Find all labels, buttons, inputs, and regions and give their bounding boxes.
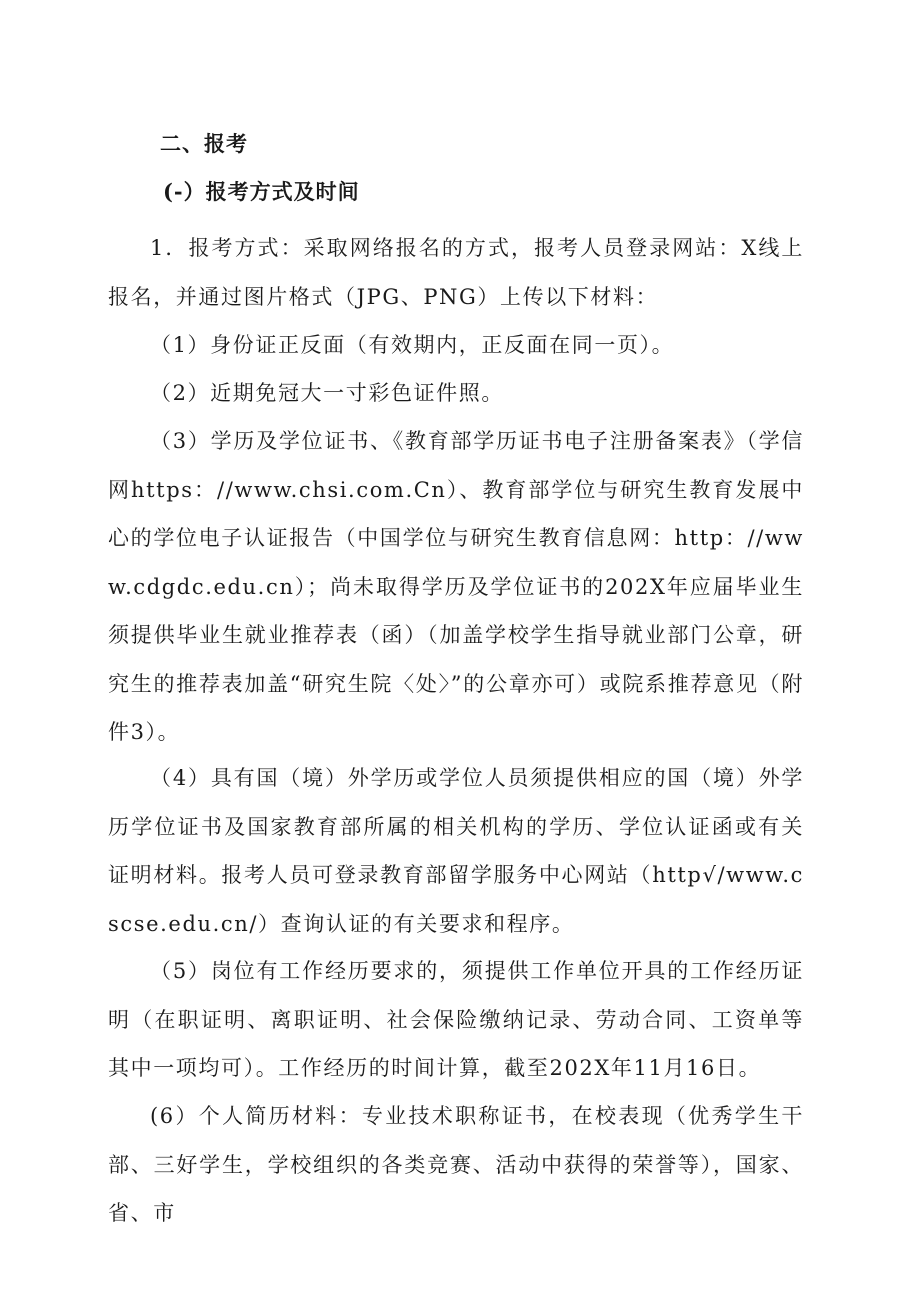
paragraph-item-3: （3）学历及学位证书、《教育部学历证书电子注册备案表》（学信网https：//www.chsi.com.Cn）、教育部学位与研究生教育发展中心的学位电子认证报告（中国学位与研究生教育信息网：http：//www.cdgdc.edu.cn）；尚未取得学历及学位证书的202X年应届毕业生须提供毕业生就业推荐表（函）（加盖学校学生指导就业部门公章，研究生的推荐表加盖“研究生院〈处〉”的公章亦可）或院系推荐意见（附件3）。 [108,429,804,744]
section-heading: 二、报考 [160,131,248,156]
paragraph-item-1: （1）身份证正反面（有效期内，正反面在同一页）。 [150,333,675,357]
paragraph-registration-method: 1．报考方式：采取网络报名的方式，报考人员登录网站：X线上报名，并通过图片格式（JPG、PNG）上传以下材料： [108,236,804,309]
paragraph-item-4: （4）具有国（境）外学历或学位人员须提供相应的国（境）外学历学位证书及国家教育部所属的相关机构的学历、学位认证函或有关证明材料。报考人员可登录教育部留学服务中心网站（http√/www.cscse.edu.cn/）查询认证的有关要求和程序。 [108,766,804,936]
subsection-heading: (-）报考方式及时间 [163,179,360,204]
paragraph-item-6: (6）个人简历材料：专业技术职称证书，在校表现（优秀学生干部、三好学生，学校组织的各类竞赛、活动中获得的荣誉等），国家、省、市 [108,1104,804,1225]
paragraph-item-5: （5）岗位有工作经历要求的，须提供工作单位开具的工作经历证明（在职证明、离职证明、社会保险缴纳记录、劳动合同、工资单等其中一项均可）。工作经历的时间计算，截至202X年11月16日。 [108,959,804,1080]
paragraph-item-2: （2）近期免冠大一寸彩色证件照。 [150,381,504,405]
